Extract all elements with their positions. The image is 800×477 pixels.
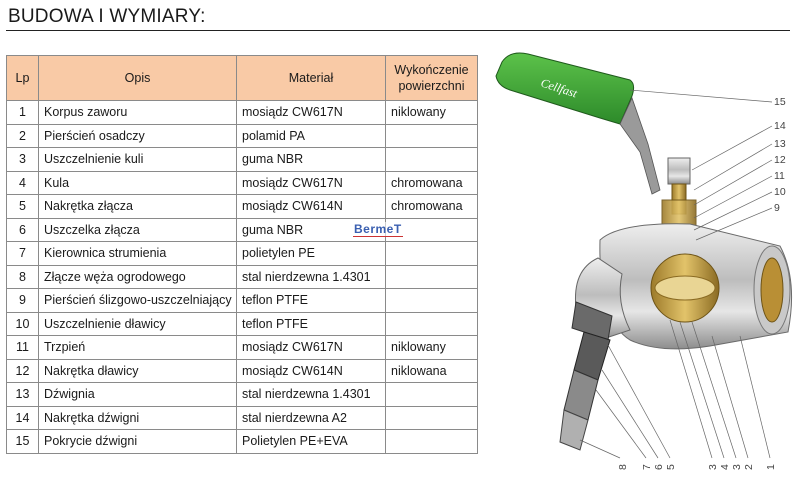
cell-material: mosiądz CW614N [237, 195, 386, 219]
callout-3b: 3 [731, 464, 743, 470]
table-row [7, 124, 478, 148]
cell-opis: Nakrętka złącza [39, 195, 237, 219]
cell-opis: Kierownica strumienia [39, 242, 237, 266]
table-row [7, 430, 478, 454]
cell-lp: 10 [7, 312, 39, 336]
callout-4: 4 [719, 464, 731, 470]
cell-lp: 9 [7, 289, 39, 313]
callout-5: 5 [665, 464, 677, 470]
hose-connector [560, 302, 612, 450]
cell-material: guma NBR [237, 218, 386, 242]
cell-opis: Dźwignia [39, 383, 237, 407]
callout-7: 7 [641, 464, 653, 470]
valve-cutaway-diagram [480, 40, 798, 477]
cell-material: stal nierdzewna 1.4301 [237, 383, 386, 407]
table-row [7, 383, 478, 407]
callout-12: 12 [774, 154, 786, 166]
callout-8: 8 [617, 464, 629, 470]
cell-opis: Nakrętka dławicy [39, 359, 237, 383]
cell-lp: 2 [7, 124, 39, 148]
cell-finish [386, 312, 478, 336]
cell-finish: niklowana [386, 359, 478, 383]
callout-10: 10 [774, 186, 786, 198]
cell-opis: Złącze węża ogrodowego [39, 265, 237, 289]
cell-opis: Uszczelnienie kuli [39, 148, 237, 172]
cell-opis: Uszczelka złącza [39, 218, 237, 242]
watermark-logo: BermeT [354, 222, 402, 236]
cell-finish: chromowana [386, 195, 478, 219]
page-title: BUDOWA I WYMIARY: [8, 6, 206, 27]
header-material: Materiał [237, 56, 386, 101]
table-row [7, 242, 478, 266]
cell-lp: 5 [7, 195, 39, 219]
lever-handle [496, 53, 660, 194]
cell-finish: chromowana [386, 171, 478, 195]
cell-material: teflon PTFE [237, 289, 386, 313]
cell-finish: niklowany [386, 336, 478, 360]
table-row [7, 265, 478, 289]
cell-material: Polietylen PE+EVA [237, 430, 386, 454]
table-row [7, 101, 478, 125]
cell-finish [386, 383, 478, 407]
parts-table [6, 55, 478, 454]
cell-material: stal nierdzewna 1.4301 [237, 265, 386, 289]
callout-14: 14 [774, 120, 786, 132]
cell-lp: 13 [7, 383, 39, 407]
table-row [7, 195, 478, 219]
cell-material: guma NBR [237, 148, 386, 172]
cell-opis: Pierścień osadczy [39, 124, 237, 148]
table-row [7, 336, 478, 360]
cell-material: polietylen PE [237, 242, 386, 266]
table-row [7, 312, 478, 336]
cell-lp: 7 [7, 242, 39, 266]
cell-opis: Trzpień [39, 336, 237, 360]
callout-1: 1 [765, 464, 777, 470]
header-finish [386, 56, 478, 101]
callout-11: 11 [774, 170, 785, 182]
cell-lp: 3 [7, 148, 39, 172]
cell-finish [386, 265, 478, 289]
cell-material: mosiądz CW617N [237, 171, 386, 195]
header-opis: Opis [39, 56, 237, 101]
table-row [7, 359, 478, 383]
callout-6: 6 [653, 464, 665, 470]
cell-opis: Uszczelnienie dławicy [39, 312, 237, 336]
cell-material: teflon PTFE [237, 312, 386, 336]
cell-opis: Kula [39, 171, 237, 195]
table-row [7, 148, 478, 172]
cell-material: mosiądz CW617N [237, 336, 386, 360]
table-row [7, 218, 478, 242]
callout-13: 13 [774, 138, 786, 150]
cell-finish [386, 430, 478, 454]
cell-lp: 11 [7, 336, 39, 360]
title-underline [6, 30, 790, 31]
table-row [7, 406, 478, 430]
cell-opis: Pokrycie dźwigni [39, 430, 237, 454]
cell-lp: 1 [7, 101, 39, 125]
cell-material: mosiądz CW617N [237, 101, 386, 125]
callout-3a: 3 [707, 464, 719, 470]
cell-lp: 14 [7, 406, 39, 430]
cell-opis: Nakrętka dźwigni [39, 406, 237, 430]
cell-finish [386, 124, 478, 148]
callout-15: 15 [774, 96, 786, 108]
cell-opis: Korpus zaworu [39, 101, 237, 125]
cell-material: mosiądz CW614N [237, 359, 386, 383]
handle-brand-text: Cellfast [539, 75, 579, 101]
table-header-row [7, 56, 478, 101]
callout-2: 2 [743, 464, 755, 470]
cell-finish [386, 148, 478, 172]
cell-finish [386, 406, 478, 430]
cell-material: polamid PA [237, 124, 386, 148]
cell-finish: niklowany [386, 101, 478, 125]
cell-finish [386, 289, 478, 313]
header-finish-label: Wykończenie powierzchni [394, 63, 469, 93]
cell-lp: 6 [7, 218, 39, 242]
cell-lp: 8 [7, 265, 39, 289]
cell-lp: 12 [7, 359, 39, 383]
cell-finish [386, 242, 478, 266]
cell-lp: 15 [7, 430, 39, 454]
table-row [7, 289, 478, 313]
cell-opis: Pierścień ślizgowo-uszczelniający [39, 289, 237, 313]
cell-material: stal nierdzewna A2 [237, 406, 386, 430]
table-row [7, 171, 478, 195]
cell-lp: 4 [7, 171, 39, 195]
header-lp: Lp [7, 56, 39, 101]
callout-9: 9 [774, 202, 780, 214]
